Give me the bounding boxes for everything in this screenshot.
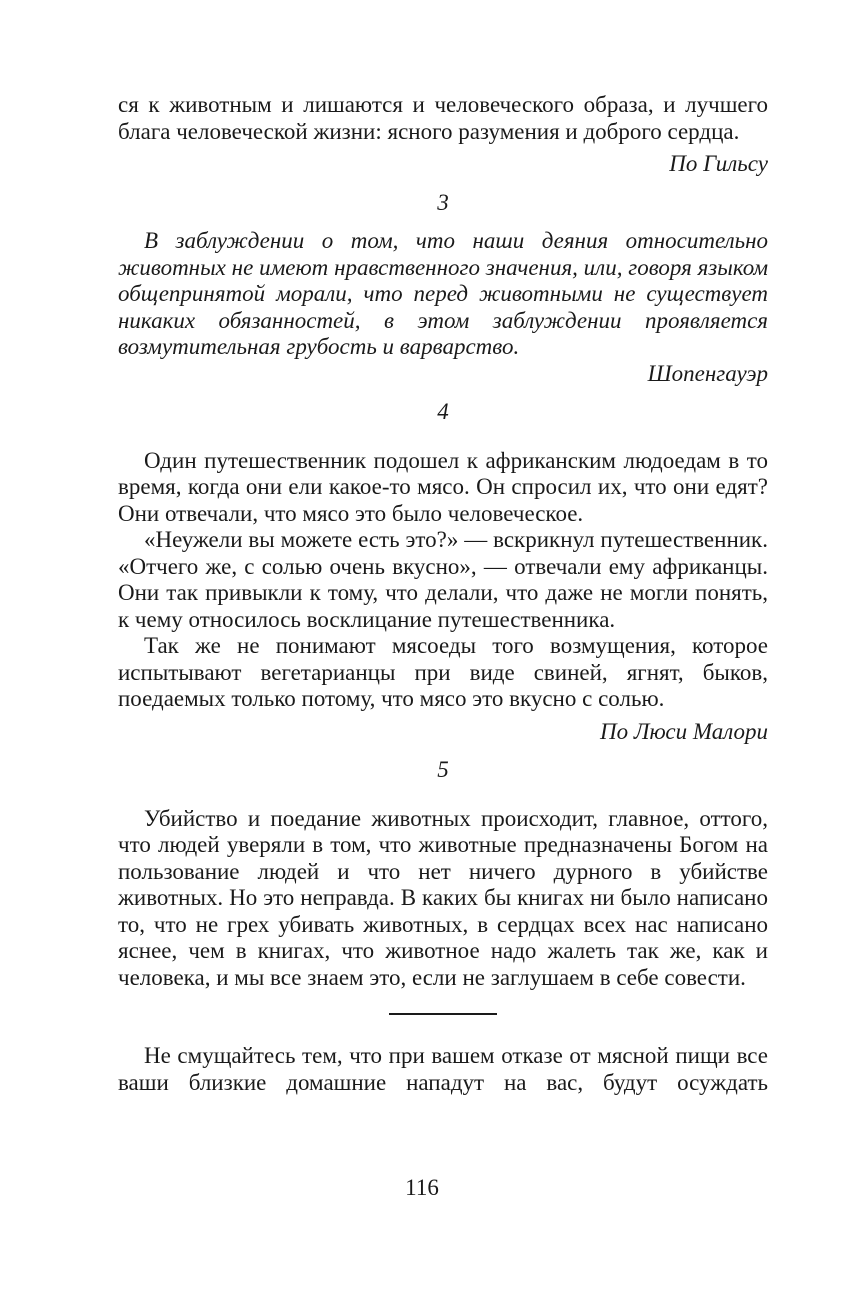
section-4-paragraph: Так же не понимают мясоеды того возмущения, которое испытывают вегетарианцы при виде свиней, ягнят, быков, поедаемых только потому, что мясо это вкусно с солью. <box>118 633 768 711</box>
section-3-quote: В заблуждении о том, что наши деяния относительно животных не имеют нравственного значения, или, говоря языком общепринятой морали, что перед животными не существует никаких обязанностей, в этом заблуждении проявляется возмутительная грубость и варварство. <box>118 228 768 359</box>
section-number-5: 5 <box>437 757 449 782</box>
page-number: 116 <box>405 1175 439 1200</box>
page-body <box>118 92 768 1096</box>
section-3-attribution: Шопенгауэр <box>647 360 768 386</box>
section-4-paragraph: Один путешественник подошел к африканским людоедам в то время, когда они ели какое-то мясо. Он спросил их, что они едят? Они отвечали, что мясо это было человеческое. <box>118 447 768 526</box>
section-4-attribution: По Люси Малори <box>600 718 768 744</box>
section-number-3: 3 <box>437 189 449 215</box>
section-4-paragraph: «Неужели вы можете есть это?» — вскрикнул путешественник. «Отчего же, с солью очень вкусно», — отвечали ему африканцы. Они так привыкли к тому, что делали, что даже не могли понять, к чему относилось восклицание путешественника. <box>118 527 768 632</box>
next-section-text: Не смущайтесь тем, что при вашем отказе от мясной пищи все ваши близкие домашние нападут на вас, будут осуждать <box>118 1043 768 1095</box>
section-number-4: 4 <box>437 399 449 424</box>
section-5-paragraph: Убийство и поедание животных происходит, главное, оттого, что людей уверяли в том, что животные предназначены Богом на пользование людей и что нет ничего дурного в убийстве животных. Но это неправда. В каких бы книгах ни было написано то, что не грех убивать животных, в сердцах всех нас написано яснее, чем в книгах, что животное надо жалеть так же, как и человека, и мы все знаем это, если не заглушаем в себе совести. <box>118 805 768 990</box>
previous-section-attribution: По Гильсу <box>669 151 768 176</box>
previous-section-text: ся к животным и лишаются и человеческого образа, и лучшего блага человеческой жизни: ясного разумения и доброго сердца. <box>118 92 768 144</box>
